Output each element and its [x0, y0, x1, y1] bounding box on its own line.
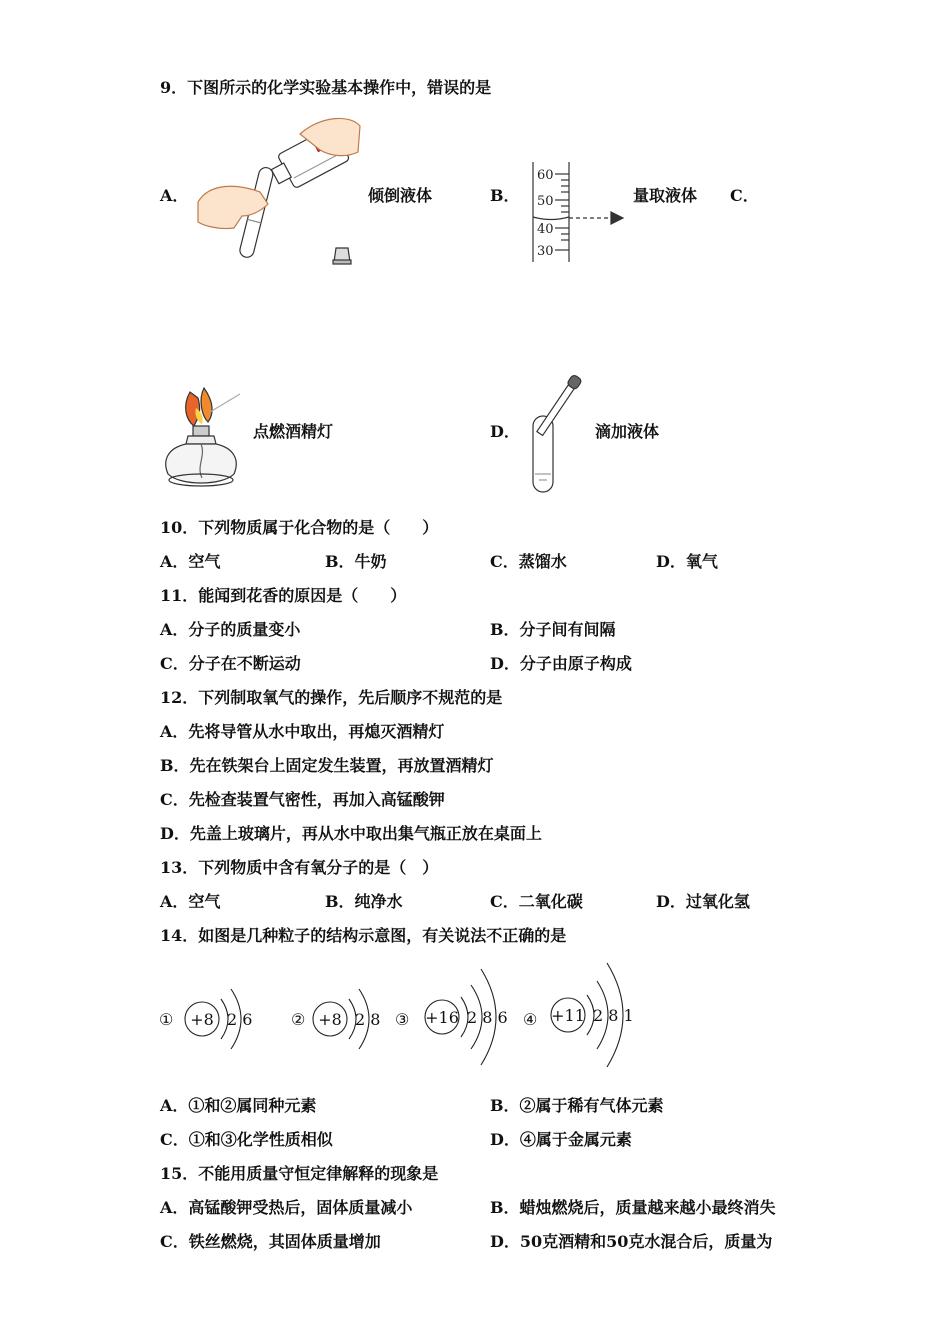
q14-option-c: C．①和③化学性质相似: [160, 1130, 333, 1149]
cylinder-tick-40: 40: [537, 222, 554, 237]
particle-3-label: ③: [395, 1010, 410, 1029]
particle-1-nucleus: +8: [190, 1010, 214, 1029]
q9-option-a-letter: A．: [160, 186, 189, 205]
pour-liquid-illustration: [190, 112, 365, 272]
particle-4-label: ④: [523, 1010, 538, 1029]
q12-option-b: B．先在铁架台上固定发生装置，再放置酒精灯: [160, 756, 494, 775]
q9-stem: 9．下图所示的化学实验基本操作中，错误的是: [160, 78, 492, 97]
graduated-cylinder-illustration: [525, 160, 635, 266]
particle-1-shells: 2 6: [227, 1010, 253, 1029]
q9-option-c-letter: C．: [730, 186, 759, 205]
cylinder-tick-50: 50: [537, 194, 554, 209]
q14-option-b: B．②属于稀有气体元素: [490, 1096, 664, 1115]
particle-2-nucleus: +8: [318, 1010, 342, 1029]
q11-option-c: C．分子在不断运动: [160, 654, 301, 673]
q12-stem: 12．下列制取氧气的操作，先后顺序不规范的是: [160, 688, 503, 707]
q13-option-b: B．纯净水: [325, 892, 403, 911]
q15-option-b: B．蜡烛燃烧后，质量越来越小最终消失: [490, 1198, 776, 1217]
q13-stem: 13．下列物质中含有氧分子的是（ ）: [160, 858, 439, 877]
q11-option-d: D．分子由原子构成: [490, 654, 632, 673]
cylinder-tick-30: 30: [537, 244, 554, 259]
q15-option-d: D．50克酒精和50克水混合后，质量为: [490, 1232, 773, 1251]
dropper-test-tube-illustration: [525, 370, 585, 495]
particle-1-label: ①: [159, 1010, 174, 1029]
q10-stem: 10．下列物质属于化合物的是（ ）: [160, 518, 439, 537]
q10-option-b: B．牛奶: [325, 552, 387, 571]
q14-option-a: A．①和②属同种元素: [160, 1096, 317, 1115]
q15-option-a: A．高锰酸钾受热后，固体质量减小: [160, 1198, 413, 1217]
q11-option-a: A．分子的质量变小: [160, 620, 301, 639]
q9-option-b-text: 量取液体: [633, 186, 698, 205]
q11-stem: 11．能闻到花香的原因是（ ）: [160, 586, 407, 605]
q9-option-d-text: 滴加液体: [595, 422, 660, 441]
q10-option-a: A．空气: [160, 552, 221, 571]
particle-2-label: ②: [291, 1010, 306, 1029]
q9-option-c-text: 点燃酒精灯: [253, 422, 334, 441]
q15-option-c: C．铁丝燃烧，其固体质量增加: [160, 1232, 381, 1251]
cylinder-tick-60: 60: [537, 168, 554, 183]
particle-4-shells: 2 8 1: [593, 1006, 634, 1025]
q15-stem: 15．不能用质量守恒定律解释的现象是: [160, 1164, 439, 1183]
q11-option-b: B．分子间有间隔: [490, 620, 616, 639]
particle-3-nucleus: +16: [425, 1008, 459, 1027]
q12-option-c: C．先检查装置气密性，再加入高锰酸钾: [160, 790, 445, 809]
q13-option-d: D．过氧化氢: [656, 892, 750, 911]
q10-option-c: C．蒸馏水: [490, 552, 567, 571]
q10-option-d: D．氧气: [656, 552, 718, 571]
particle-structure-diagrams: [155, 955, 645, 1075]
particle-2-shells: 2 8: [355, 1010, 381, 1029]
q9-option-d-letter: D．: [490, 422, 520, 441]
q9-option-a-text: 倾倒液体: [368, 186, 433, 205]
q14-stem: 14．如图是几种粒子的结构示意图，有关说法不正确的是: [160, 926, 567, 945]
q12-option-a: A．先将导管从水中取出，再熄灭酒精灯: [160, 722, 445, 741]
q13-option-c: C．二氧化碳: [490, 892, 583, 911]
particle-3-shells: 2 8 6: [467, 1008, 508, 1027]
alcohol-lamp-illustration: [160, 382, 250, 492]
q9-option-b-letter: B．: [490, 186, 520, 205]
q14-option-d: D．④属于金属元素: [490, 1130, 632, 1149]
q12-option-d: D．先盖上玻璃片，再从水中取出集气瓶正放在桌面上: [160, 824, 542, 843]
q13-option-a: A．空气: [160, 892, 221, 911]
particle-4-nucleus: +11: [551, 1006, 585, 1025]
